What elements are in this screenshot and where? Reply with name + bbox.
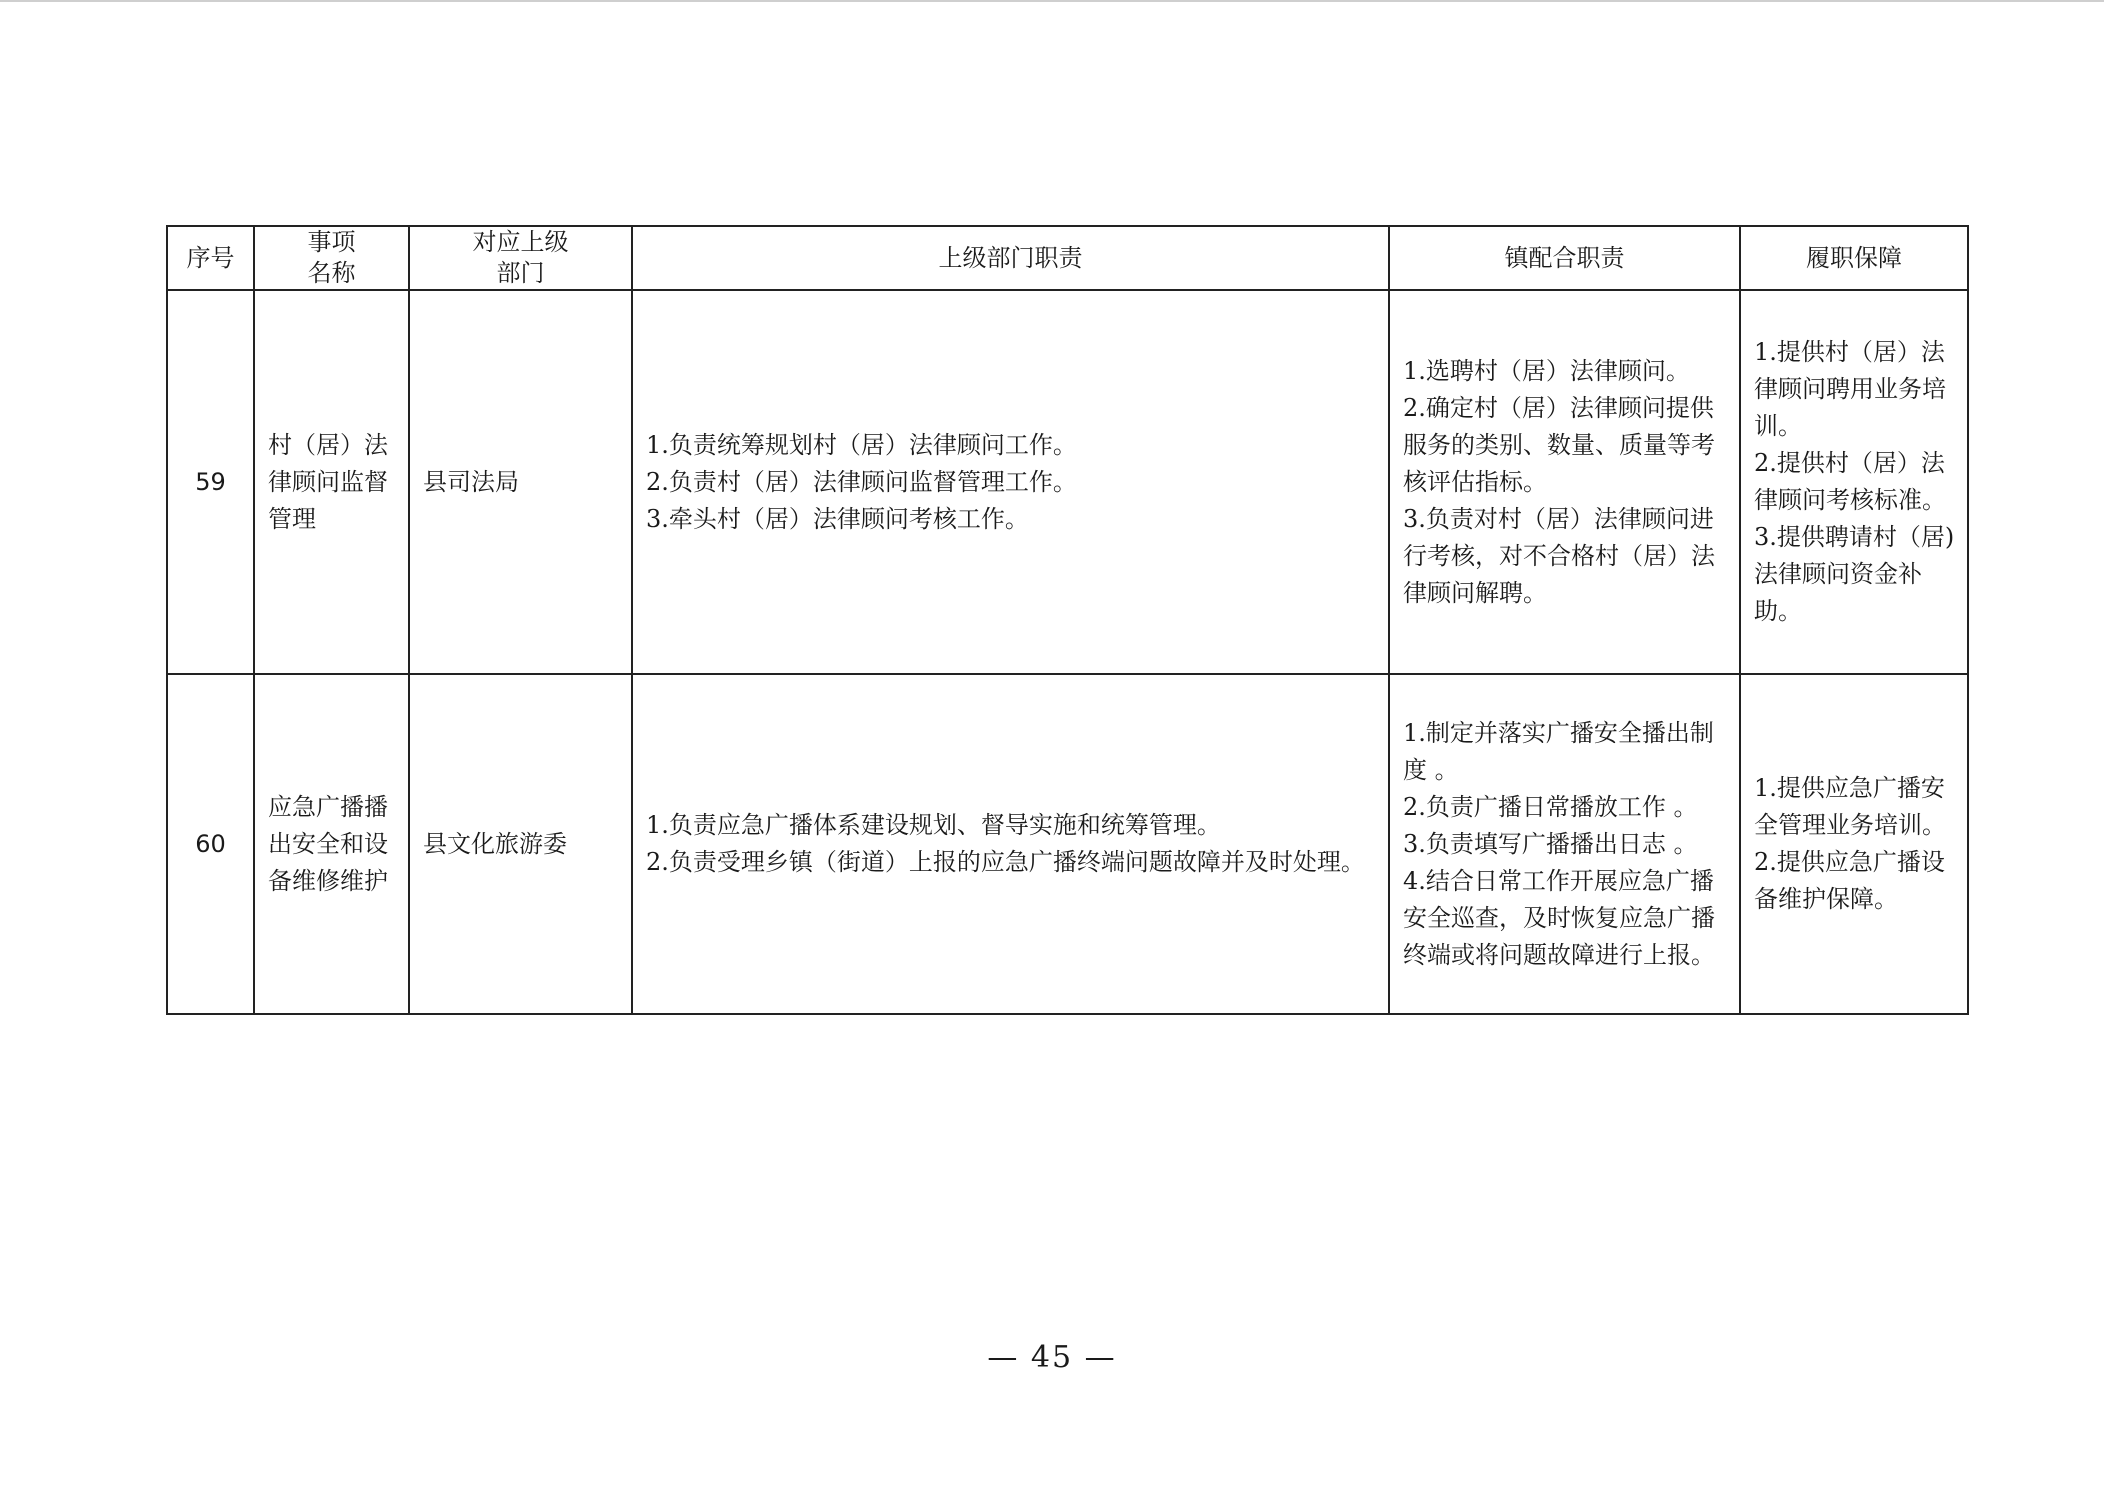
cell-guarantees xyxy=(1740,674,1968,1014)
cell-item-name: 村（居）法律顾问监督管理 xyxy=(254,290,409,674)
duty-line: 1.负责统筹规划村（居）法律顾问工作。 xyxy=(646,430,1077,459)
duty-line: 2.负责广播日常播放工作 。 xyxy=(1403,792,1698,821)
header-department-l1: 对应上级 xyxy=(472,228,569,256)
table-row xyxy=(167,674,1968,1014)
duty-line: 1.制定并落实广播安全播出制度 。 xyxy=(1403,718,1714,784)
duty-line: 3.负责填写广播播出日志 。 xyxy=(1403,829,1698,858)
guarantee-line: 3.提供聘请村（居)法律顾问资金补助。 xyxy=(1754,523,1955,625)
duty-line: 3.牵头村（居）法律顾问考核工作。 xyxy=(646,504,1029,533)
page-number: — 45 — xyxy=(987,1340,1117,1375)
cell-department: 县司法局 xyxy=(409,290,632,674)
header-item-name xyxy=(254,226,409,290)
cell-superior-duties xyxy=(632,674,1389,1014)
cell-superior-duties xyxy=(632,290,1389,674)
guarantee-line: 2.提供应急广播设备维护保障。 xyxy=(1754,848,1945,913)
header-department xyxy=(409,226,632,290)
duty-line: 2.负责受理乡镇（街道）上报的应急广播终端问题故障并及时处理。 xyxy=(646,848,1365,876)
duty-table xyxy=(166,225,1969,1015)
duty-line: 1.负责应急广播体系建设规划、督导实施和统筹管理。 xyxy=(646,811,1221,839)
duty-line: 3.负责对村（居）法律顾问进行考核，对不合格村（居）法律顾问解聘。 xyxy=(1403,504,1715,607)
table-header-row xyxy=(167,226,1968,290)
header-seq: 序号 xyxy=(167,226,254,290)
cell-seq: 59 xyxy=(167,290,254,674)
cell-department: 县文化旅游委 xyxy=(409,674,632,1014)
guarantee-line: 1.提供村（居）法律顾问聘用业务培训。 xyxy=(1754,338,1946,440)
cell-seq: 60 xyxy=(167,674,254,1014)
header-item-name-l2: 名称 xyxy=(307,259,356,287)
guarantee-line: 2.提供村（居）法律顾问考核标准。 xyxy=(1754,449,1946,514)
header-item-name-l1: 事项 xyxy=(307,228,356,256)
header-superior-duties: 上级部门职责 xyxy=(632,226,1389,290)
duty-line: 1.选聘村（居）法律顾问。 xyxy=(1403,356,1690,385)
duty-line: 4.结合日常工作开展应急广播安全巡查，及时恢复应急广播终端或将问题故障进行上报。 xyxy=(1403,866,1715,969)
header-town-duties: 镇配合职责 xyxy=(1389,226,1740,290)
cell-town-duties xyxy=(1389,290,1740,674)
cell-guarantees xyxy=(1740,290,1968,674)
duty-line: 2.确定村（居）法律顾问提供服务的类别、数量、质量等考核评估指标。 xyxy=(1403,393,1715,496)
guarantee-line: 1.提供应急广播安全管理业务培训。 xyxy=(1754,774,1946,839)
duty-line: 2.负责村（居）法律顾问监督管理工作。 xyxy=(646,467,1077,496)
cell-item-name: 应急广播播出安全和设备维修维护 xyxy=(254,674,409,1014)
header-guarantees: 履职保障 xyxy=(1740,226,1968,290)
table-row xyxy=(167,290,1968,674)
top-rule xyxy=(0,0,2104,2)
cell-town-duties xyxy=(1389,674,1740,1014)
header-department-l2: 部门 xyxy=(496,259,545,287)
